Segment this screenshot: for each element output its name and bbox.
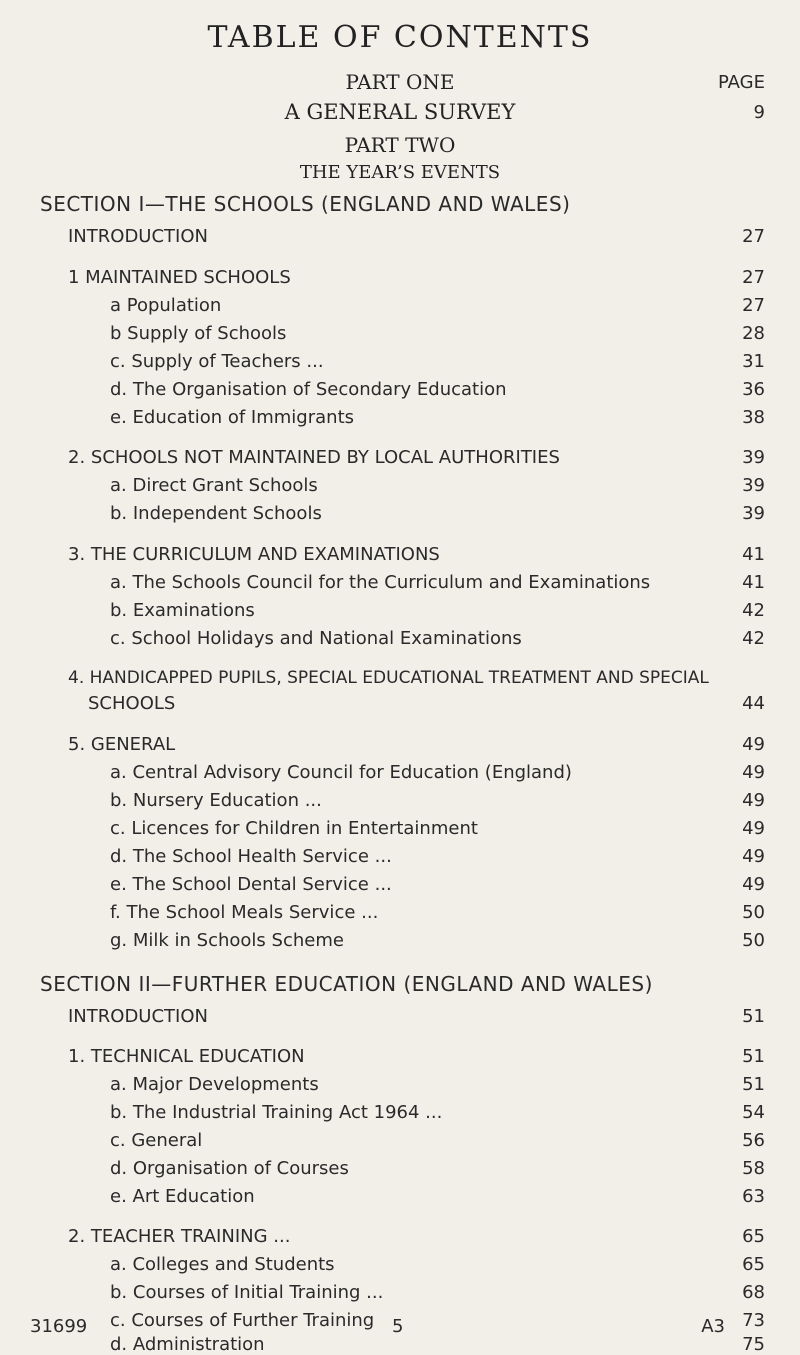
toc-entry-page: 49 [742, 790, 765, 811]
section-1-heading: SECTION I—THE SCHOOLS (ENGLAND AND WALES) [40, 192, 571, 216]
printer-code-right: A3 [701, 1316, 725, 1337]
toc-entry: c. General [110, 1130, 203, 1151]
section-1-introduction-page: 27 [742, 226, 765, 247]
toc-entry: c. Supply of Teachers ... [110, 351, 324, 372]
toc-entry-page: 75 [742, 1334, 765, 1355]
page-number: 5 [392, 1316, 404, 1337]
toc-entry: d. The Organisation of Secondary Education [110, 379, 507, 400]
toc-entry-page: 27 [742, 295, 765, 316]
toc-entry-page: 42 [742, 600, 765, 621]
page-column-label: PAGE [717, 72, 765, 93]
toc-entry: f. The School Meals Service ... [110, 902, 379, 923]
toc-entry-page: 38 [742, 407, 765, 428]
toc-entry-page: 50 [742, 930, 765, 951]
s1-group-3-page: 41 [742, 544, 765, 565]
toc-entry: a. Major Developments [110, 1074, 319, 1095]
s1-group-4-label: 4. HANDICAPPED PUPILS, SPECIAL EDUCATIONAL TREATMENT AND SPECIAL [68, 668, 709, 688]
toc-entry: a. Direct Grant Schools [110, 475, 318, 496]
toc-entry-page: 63 [742, 1186, 765, 1207]
s1-group-4-page: 44 [742, 693, 765, 714]
s1-group-4-label-cont: SCHOOLS [88, 693, 176, 714]
toc-entry: a. Central Advisory Council for Education (England) [110, 762, 572, 783]
toc-entry: g. Milk in Schools Scheme [110, 930, 344, 951]
toc-entry: a. The Schools Council for the Curriculum and Examinations [110, 572, 651, 593]
toc-entry-page: 31 [742, 351, 765, 372]
toc-entry: d. The School Health Service ... [110, 846, 392, 867]
toc-entry-page: 28 [742, 323, 765, 344]
toc-entry-page: 73 [742, 1310, 765, 1331]
page-title: TABLE OF CONTENTS [207, 20, 593, 55]
part-one-page: 9 [753, 102, 765, 123]
s2-group-1-page: 51 [742, 1046, 765, 1067]
section-2-introduction: INTRODUCTION [68, 1006, 208, 1027]
s1-group-1-label: 1 MAINTAINED SCHOOLS [68, 267, 291, 288]
s2-group-1-label: 1. TECHNICAL EDUCATION [68, 1046, 305, 1067]
toc-entry-page: 41 [742, 572, 765, 593]
toc-entry-page: 56 [742, 1130, 765, 1151]
toc-entry: b. The Industrial Training Act 1964 ... [110, 1102, 443, 1123]
s1-group-2-page: 39 [742, 447, 765, 468]
toc-entry: b. Examinations [110, 600, 255, 621]
s1-group-1-page: 27 [742, 267, 765, 288]
part-two-label: PART TWO [344, 133, 456, 157]
part-two-subtitle: THE YEAR’S EVENTS [299, 162, 501, 183]
toc-entry: a Population [110, 295, 222, 316]
toc-entry-page: 49 [742, 874, 765, 895]
toc-entry: c. Licences for Children in Entertainment [110, 818, 478, 839]
toc-entry: c. Courses of Further Training [110, 1310, 375, 1331]
toc-entry-page: 51 [742, 1074, 765, 1095]
toc-entry: b. Nursery Education ... [110, 790, 322, 811]
toc-entry-page: 49 [742, 846, 765, 867]
section-2-introduction-page: 51 [742, 1006, 765, 1027]
toc-entry: e. The School Dental Service ... [110, 874, 392, 895]
s1-group-3-label: 3. THE CURRICULUM AND EXAMINATIONS [68, 544, 440, 565]
toc-entry-page: 50 [742, 902, 765, 923]
s1-group-2-label: 2. SCHOOLS NOT MAINTAINED BY LOCAL AUTHORITIES [68, 447, 560, 468]
toc-entry: a. Colleges and Students [110, 1254, 335, 1275]
section-2-heading: SECTION II—FURTHER EDUCATION (ENGLAND AND WALES) [40, 972, 653, 996]
toc-entry-page: 68 [742, 1282, 765, 1303]
printer-code-left: 31699 [30, 1316, 88, 1337]
toc-entry: e. Education of Immigrants [110, 407, 355, 428]
toc-entry-page: 58 [742, 1158, 765, 1179]
toc-entry-page: 49 [742, 818, 765, 839]
s1-group-5-page: 49 [742, 734, 765, 755]
s2-group-2-label: 2. TEACHER TRAINING ... [68, 1226, 291, 1247]
toc-entry-page: 39 [742, 475, 765, 496]
toc-entry: b Supply of Schools [110, 323, 287, 344]
s2-group-2-page: 65 [742, 1226, 765, 1247]
toc-entry: b. Courses of Initial Training ... [110, 1282, 384, 1303]
toc-entry: e. Art Education [110, 1186, 255, 1207]
toc-entry: c. School Holidays and National Examinations [110, 628, 522, 649]
toc-entry-page: 54 [742, 1102, 765, 1123]
toc-entry-page: 42 [742, 628, 765, 649]
toc-entry: d. Administration [110, 1334, 265, 1355]
toc-entry-page: 65 [742, 1254, 765, 1275]
s1-group-5-label: 5. GENERAL [68, 734, 176, 755]
part-one-subtitle: A GENERAL SURVEY [284, 100, 516, 124]
toc-entry: d. Organisation of Courses [110, 1158, 349, 1179]
toc-entry: b. Independent Schools [110, 503, 322, 524]
part-one-label: PART ONE [345, 70, 455, 94]
toc-entry-page: 39 [742, 503, 765, 524]
toc-entry-page: 49 [742, 762, 765, 783]
toc-entry-page: 36 [742, 379, 765, 400]
section-1-introduction: INTRODUCTION [68, 226, 208, 247]
